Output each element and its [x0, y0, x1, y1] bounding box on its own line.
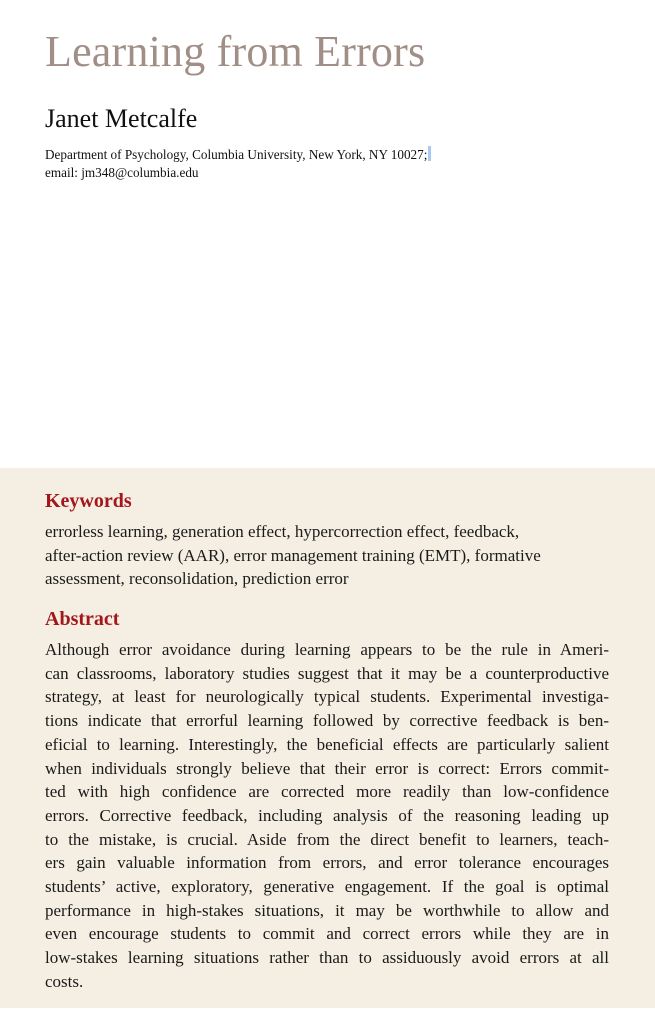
author-affiliation	[45, 146, 431, 163]
author-email: email: jm348@columbia.edu	[45, 165, 199, 180]
keywords-line: assessment, reconsolidation, prediction error	[45, 569, 349, 589]
abstract-line: Although error avoidance during learning appears to be the rule in Ameri-	[45, 640, 609, 659]
abstract-line: students’ active, exploratory, generative engagement. If the goal is optimal	[45, 877, 609, 896]
abstract-line: when individuals strongly believe that their error is correct: Errors commit-	[45, 758, 609, 778]
paper-title: Learning from Errors	[45, 27, 426, 76]
abstract-line: performance in high-stakes situations, it may be worthwhile to allow and	[45, 900, 609, 920]
keywords-line: after-action review (AAR), error management training (EMT), formative	[45, 545, 541, 565]
abstract-line: even encourage students to commit and correct errors while they are in	[45, 924, 609, 944]
abstract-heading: Abstract	[45, 608, 120, 630]
abstract-line: costs.	[45, 971, 84, 991]
abstract-line: to the mistake, is crucial. Aside from the direct benefit to learners, teach-	[45, 829, 609, 849]
keywords-line: errorless learning, generation effect, hypercorrection effect, feedback,	[45, 522, 520, 541]
abstract-line: can classrooms, laboratory studies suggest that it may be a counterproductive	[45, 663, 609, 683]
abstract-line: strategy, at least for neurologically typical students. Experimental investiga-	[45, 687, 609, 707]
text-cursor-icon	[428, 146, 431, 161]
abstract-line: ers gain valuable information from errors, and error tolerance encourages	[45, 853, 609, 873]
abstract-line: eficial to learning. Interestingly, the beneficial effects are particularly salient	[45, 734, 609, 754]
affiliation-text: Department of Psychology, Columbia University, New York, NY 10027;	[45, 147, 428, 162]
abstract-line: errors. Corrective feedback, including analysis of the reasoning leading up	[45, 805, 609, 825]
author-name: Janet Metcalfe	[45, 104, 198, 133]
abstract-line: tions indicate that errorful learning followed by corrective feedback is ben-	[45, 711, 609, 731]
keywords-heading: Keywords	[45, 490, 132, 512]
abstract-line: low-stakes learning situations rather than to assiduously avoid errors at all	[45, 948, 609, 968]
abstract-line: ted with high confidence are corrected more readily than low-confidence	[45, 782, 609, 802]
